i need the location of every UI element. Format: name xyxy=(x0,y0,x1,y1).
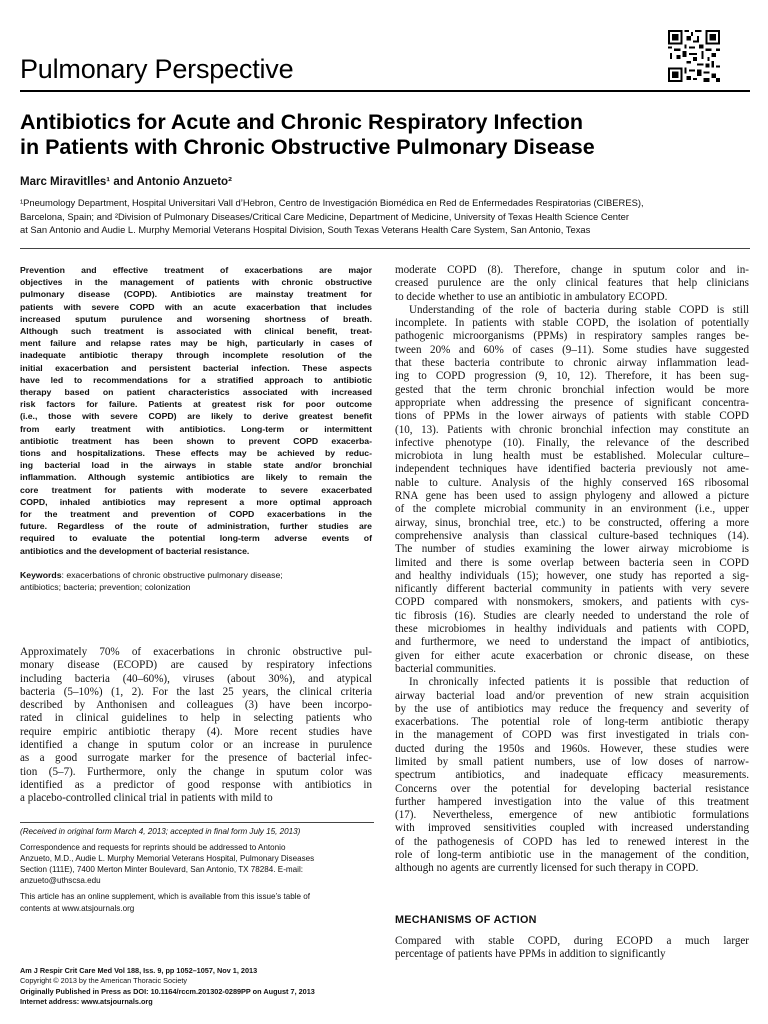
text-line: require empiric antibiotic therapy (4). More recent studies have xyxy=(20,725,372,738)
text-line: core treatment for patients with moderate to severe exacerbated xyxy=(20,484,372,495)
text-line: a placebo-controlled clinical trial in patients with mild to xyxy=(20,792,273,805)
text-line: have led to recommendations for a stratified approach to antibiotic xyxy=(20,374,372,385)
text-line: In chronically infected patients it is possible that reduction of xyxy=(409,676,749,689)
text-line: infective phenotype (10). Finally, the relevance of the described xyxy=(395,436,749,449)
authors: Marc Miravitlles¹ and Antonio Anzueto² xyxy=(20,176,232,188)
internet-address: Internet address: www.atsjournals.org xyxy=(20,997,153,1007)
text-line: nificantly different bacterial community in patients with very severe xyxy=(395,583,749,596)
text-line: to decide whether to use an antibiotic in ambulatory ECOPD. xyxy=(395,290,668,303)
text-line: tions of PPMs in the lower airways of patients with stable COPD xyxy=(395,410,749,423)
received-dates: (Received in original form March 4, 2013; accepted in final form July 15, 2013) xyxy=(20,827,301,836)
text-line: This article has an online supplement, which is available from this issue’s table of xyxy=(20,892,311,902)
text-line: contents at www.atsjournals.org xyxy=(20,903,135,913)
text-line: patients with severe COPD with an acute exacerbation that includes xyxy=(20,301,372,312)
journal-citation: Am J Respir Crit Care Med Vol 188, Iss. 9, pp 1052–1057, Nov 1, 2013 xyxy=(20,966,258,975)
text-line: role of long-term antibiotic use in the management of the condition, xyxy=(395,849,749,862)
footnotes xyxy=(20,826,374,914)
text-line: and furthermore, we need to understand the impact of antibiotics, xyxy=(395,636,749,649)
text-line: nable to culture. Analysis of the highly conserved 16S ribosomal xyxy=(395,476,749,489)
text-line: (i.e., those with severe COPD) are likely to derive greatest benefit xyxy=(20,411,372,422)
text-line: pathogenic microorganisms (PPMs) in respiratory samples ranges be- xyxy=(395,330,749,343)
text-line: incomplete. In patients with stable COPD, the isolation of potentially xyxy=(395,317,749,330)
text-line: tion (5–7). Furthermore, only the change in sputum color was xyxy=(20,765,372,778)
text-line: Anzueto, M.D., Audie L. Murphy Memorial Veterans Hospital, Pulmonary Diseases xyxy=(20,854,315,864)
text-line: monary disease (ECOPD) are caused by respiratory infections xyxy=(20,659,372,672)
text-line: microbiota in lung health must be established. Molecular culture– xyxy=(395,450,749,463)
text-line: COPD, inhaled antibiotics may represent a more optimal approach xyxy=(20,496,372,507)
text-line: for the treatment and prevention of COPD exacerbations in the xyxy=(20,509,372,520)
text-line: RNA gene has been used to assign phylogeny and allowed a picture xyxy=(395,490,749,503)
paragraph-chronic-infection xyxy=(395,676,749,875)
text-line: ing bacterial load in the airways in stable state and/or bronchial xyxy=(20,460,372,471)
text-line: limited by small patient numbers, use of low doses of narrow- xyxy=(395,755,749,768)
text-line: future. Regardless of the route of administration, further studies are xyxy=(20,521,372,532)
text-line: anzueto@uthscsa.edu xyxy=(20,876,101,886)
footnote-divider xyxy=(20,822,374,823)
right-column xyxy=(395,264,749,876)
text-line: of the complete microbial community in an environment (i.e., upper xyxy=(395,503,749,516)
text-line: Section (111E), 7400 Merton Minter Boulevard, San Antonio, TX 78284. E-mail: xyxy=(20,865,303,875)
text-line: inadequate antibiotic therapy through incomplete resolution of the xyxy=(20,350,372,361)
text-line: described by Anthonisen and colleagues (3) have been incorpo- xyxy=(20,699,372,712)
keywords-text: antibiotics; bacteria; prevention; colonization xyxy=(20,582,191,593)
section-heading: MECHANISMS OF ACTION xyxy=(395,914,537,926)
text-line: antibiotic treatment has been shown to prevent COPD exacerba- xyxy=(20,435,372,446)
text-line: risk factors for failure. Patients at greatest risk for poor outcome xyxy=(20,399,372,410)
text-line: independent techniques have identified bacteria previously not ame- xyxy=(395,463,749,476)
citation-block xyxy=(20,966,374,1008)
text-line: exacerbations. The potential role of long-term antibiotic therapy xyxy=(395,716,749,729)
mechanisms-paragraph xyxy=(395,935,749,962)
text-line: limited and there is some overlap between bacteria seen in COPD xyxy=(395,556,749,569)
text-line: identified as a predictor of good response with antibiotics in xyxy=(20,778,372,791)
copyright: Copyright © 2013 by the American Thoracic Society xyxy=(20,976,188,986)
text-line: spectrum antibiotics, and inadequate efficacy measurements. xyxy=(395,769,749,782)
text-line: identified a change in sputum color or an increase in purulence xyxy=(20,739,372,752)
text-line: Compared with stable COPD, during ECOPD a much larger xyxy=(395,935,749,947)
text-line: antibiotics and the development of bacterial resistance. xyxy=(20,545,250,556)
text-line: given for either acute exacerbation or chronic disease, on these xyxy=(395,649,749,662)
text-line: in the management of COPD was first investigated in trials con- xyxy=(395,729,749,742)
text-line: inflammation. Although systemic antibiotics are likely to remain the xyxy=(20,472,372,483)
text-line: bacteria (5–10%) (1, 2). For the last 25 years, the clinical criteria xyxy=(20,685,372,698)
affiliation-line: ¹Pneumology Department, Hospital Universitari Vall d’Hebron, Centro de Investigación Biomédica en Red de Enfermedades Respiratorias (CIBERES), xyxy=(20,197,644,208)
text-line: with improved sensitivities coupled with increased understanding xyxy=(395,822,749,835)
text-line: Understanding of the role of bacteria during stable COPD is still xyxy=(409,303,749,316)
text-line: rated in clinical guidelines to help in selecting patients who xyxy=(20,712,372,725)
text-line: moderate COPD (8). Therefore, change in sputum color and in- xyxy=(395,264,749,276)
text-line: Approximately 70% of exacerbations in chronic obstructive pul- xyxy=(20,646,372,658)
keywords-label: Keywords xyxy=(20,569,62,580)
affiliation-line: at San Antonio and Audie L. Murphy Memorial Veterans Hospital Division, South Texas Veterans Health Care System, San Antonio, Texas xyxy=(20,224,591,235)
abstract xyxy=(20,264,372,557)
text-line: comprehensive analysis than classical culture-based techniques (14). xyxy=(395,529,749,542)
text-line: tween 20% and 60% of cases (9–11). Some studies have suggested xyxy=(395,343,749,356)
text-line: percentage of patients have PPMs in addition to significantly xyxy=(395,948,666,961)
text-line: increased sputum purulence and worsening shortness of breath. xyxy=(20,313,372,324)
article-title xyxy=(20,110,750,160)
text-line: airway bacterial load and/or prevention of new strain acquisition xyxy=(395,689,749,702)
text-line: (17). Nevertheless, emergence of new antibiotic formulations xyxy=(395,809,749,822)
text-line: pulmonary disease (COPD). Antibiotics are mainstay treatment for xyxy=(20,289,372,300)
text-line: initial exacerbation and persistent bacterial infection. These aspects xyxy=(20,362,372,373)
text-line: The number of studies examining the lower airway microbiome is xyxy=(395,543,749,556)
text-line: ing to COPD progression (9, 10, 12). Therefore, it has been sug- xyxy=(395,370,749,383)
correspondence xyxy=(20,842,374,886)
affiliation-divider xyxy=(20,248,750,249)
text-line: (10, 13). Patients with chronic bronchial infection may constitute an xyxy=(395,423,749,436)
text-line: as a good surrogate marker for the presence of bacterial infec- xyxy=(20,752,372,765)
text-line: further hampered investigation into the value of this treatment xyxy=(395,795,749,808)
text-line: including bacteria (40–60%), viruses (about 30%), and atypical xyxy=(20,672,372,685)
text-line: ducted during the 1950s and 1960s. However, these studies were xyxy=(395,742,749,755)
text-line: COPD compared with nonsmokers, smokers, and patients with cys- xyxy=(395,596,749,609)
text-line: bacterial communities. xyxy=(395,662,497,675)
text-line: objectives in the management of patients with chronic obstructive xyxy=(20,277,372,288)
intro-paragraph xyxy=(20,646,372,806)
text-line: Although such treatment is associated with clinical benefit, treat- xyxy=(20,326,372,337)
text-line: by the use of antibiotics may reduce the frequency and severity of xyxy=(395,702,749,715)
text-line: Concerns over the potential for developing bacterial resistance xyxy=(395,782,749,795)
text-line: of the pathogenesis of COPD has led to renewed interest in the xyxy=(395,835,749,848)
text-line: from early treatment with antibiotics. Long-term or intermittent xyxy=(20,423,372,434)
text-line: tic fibrosis (16). Studies are clearly needed to understand the role of xyxy=(395,609,749,622)
text-line: that these bacteria contribute to chronic airway inflammation lead- xyxy=(395,357,749,370)
keywords-text: : exacerbations of chronic obstructive pulmonary disease; xyxy=(61,569,283,580)
text-line: although no agents are currently licensed for such therapy in COPD. xyxy=(395,862,699,875)
text-line: Prevention and effective treatment of exacerbations are major xyxy=(20,265,372,275)
text-line: therapy based on patient characteristics associated with increased xyxy=(20,387,372,398)
section-title: Pulmonary Perspective xyxy=(20,54,294,84)
text-line: gested that the term chronic bronchial infection would be more xyxy=(395,383,749,396)
text-line: and healthy individuals (15); however, one study has reported a sig- xyxy=(395,569,749,582)
text-line: airway, sinus, bronchial tree, etc.) to be constructed, offering a more xyxy=(395,516,749,529)
doi: Originally Published in Press as DOI: 10.1164/rccm.201302-0289PP on August 7, 2013 xyxy=(20,986,315,996)
keywords xyxy=(20,569,372,593)
article-title-line: Antibiotics for Acute and Chronic Respiratory Infection xyxy=(20,110,584,134)
supplement-note xyxy=(20,891,374,913)
left-column xyxy=(20,264,372,593)
affiliations xyxy=(20,196,760,237)
paragraph-bacteria-stable-copd xyxy=(395,304,749,676)
text-line: ment failure and relapse rates may be high, particularly in cases of xyxy=(20,338,372,349)
title-divider xyxy=(20,90,750,92)
text-line: tions and hospitalizations. These effects may be achieved by reduc- xyxy=(20,448,372,459)
text-line: required to evaluate the potential long-term adverse events of xyxy=(20,533,372,544)
article-title-line: in Patients with Chronic Obstructive Pulmonary Disease xyxy=(20,135,595,159)
paragraph-continued xyxy=(395,264,749,304)
affiliation-line: Barcelona, Spain; and ²Division of Pulmonary Diseases/Critical Care Medicine, Department of Medicine, University of Texas Health Science Center xyxy=(20,210,629,222)
text-line: Correspondence and requests for reprints should be addressed to Antonio xyxy=(20,843,286,853)
text-line: creased purulence are the only clinical features that help clinicians xyxy=(395,277,749,290)
text-line: appropriate when addressing the presence of significant concentra- xyxy=(395,396,749,409)
text-line: these microbiomes in healthy individuals and patients with COPD, xyxy=(395,623,749,636)
qr-code-icon xyxy=(668,30,720,82)
